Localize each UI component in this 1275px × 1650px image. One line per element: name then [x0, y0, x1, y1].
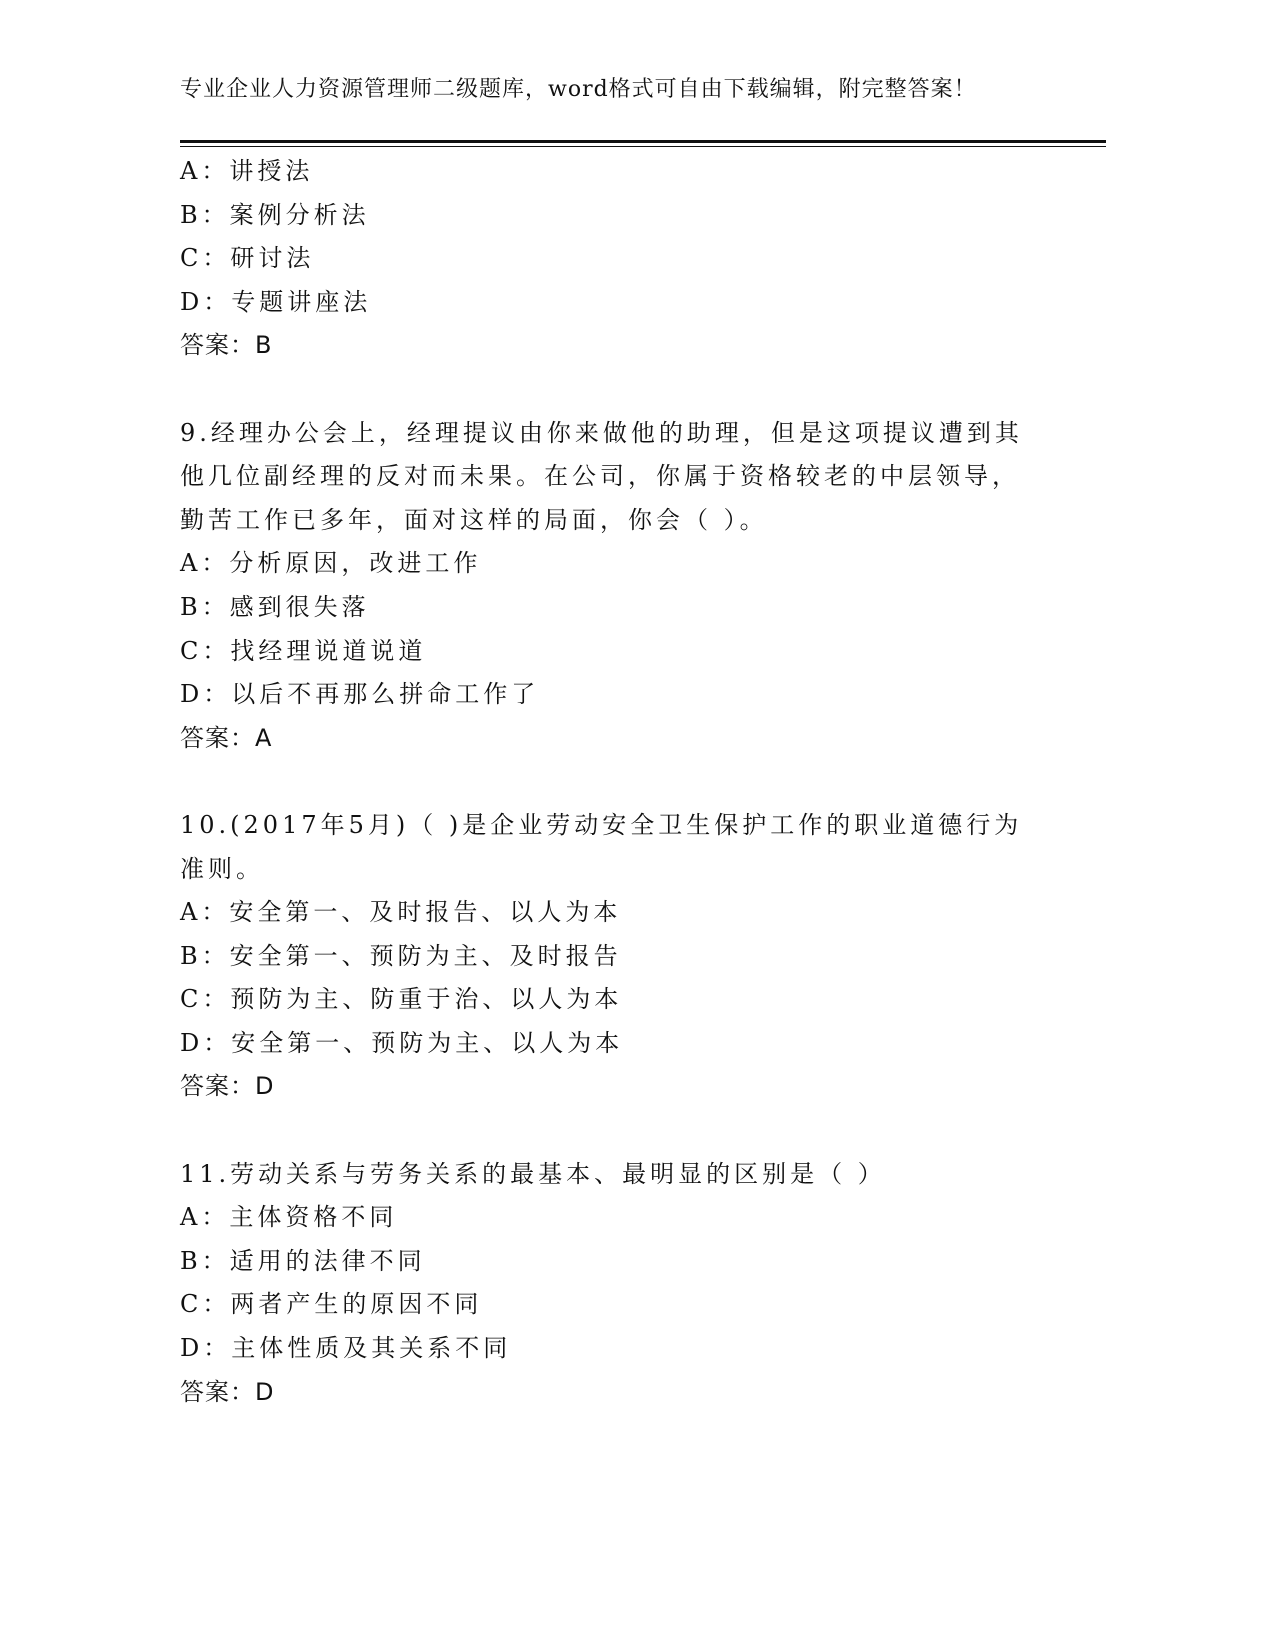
option-c: C：预防为主、防重于治、以人为本: [180, 985, 623, 1014]
page-header: 专业企业人力资源管理师二级题库，word格式可自由下载编辑，附完整答案！: [180, 77, 977, 102]
answer: 答案：A: [180, 723, 273, 752]
option-b: B：适用的法律不同: [180, 1246, 426, 1275]
option-a: A：安全第一、及时报告、以人为本: [180, 898, 622, 927]
option-b: B：案例分析法: [180, 200, 370, 229]
answer: 答案：D: [180, 1072, 275, 1101]
question-block: [180, 412, 1040, 761]
spacer: [180, 368, 1040, 412]
answer: 答案：D: [180, 1377, 275, 1406]
option-a: A：讲授法: [180, 157, 314, 185]
question-stem: 10.(2017年5月)（ )是企业劳动安全卫生保护工作的职业道德行为准则。: [180, 810, 1023, 883]
option-c: C：研讨法: [180, 244, 315, 273]
option-d: D：安全第一、预防为主、以人为本: [180, 1028, 624, 1057]
spacer: [180, 760, 1040, 804]
question-block: [180, 150, 1040, 368]
option-a: A：主体资格不同: [180, 1203, 398, 1232]
option-d: D：专题讲座法: [180, 287, 372, 316]
option-c: C：找经理说道说道: [180, 636, 427, 665]
question-block: [180, 804, 1040, 1109]
option-d: D：以后不再那么拼命工作了: [180, 680, 540, 709]
spacer: [180, 1109, 1040, 1153]
option-c: C：两者产生的原因不同: [180, 1290, 483, 1319]
header-rule-thick: [180, 140, 1106, 143]
question-stem: 9.经理办公会上，经理提议由你来做他的助理，但是这项提议遭到其他几位副经理的反对而未果。在公司，你属于资格较老的中层领导，勤苦工作已多年，面对这样的局面，你会（ ）。: [180, 418, 1023, 534]
option-b: B：安全第一、预防为主、及时报告: [180, 941, 622, 970]
option-d: D：主体性质及其关系不同: [180, 1334, 512, 1363]
header-rule-thin: [180, 146, 1106, 147]
option-b: B：感到很失落: [180, 592, 370, 621]
question-list: [180, 150, 1040, 1414]
question-stem: 11.劳动关系与劳务关系的最基本、最明显的区别是（ ）: [180, 1159, 886, 1188]
option-a: A：分析原因，改进工作: [180, 549, 482, 578]
answer: 答案：B: [180, 331, 273, 360]
question-block: [180, 1153, 1040, 1415]
